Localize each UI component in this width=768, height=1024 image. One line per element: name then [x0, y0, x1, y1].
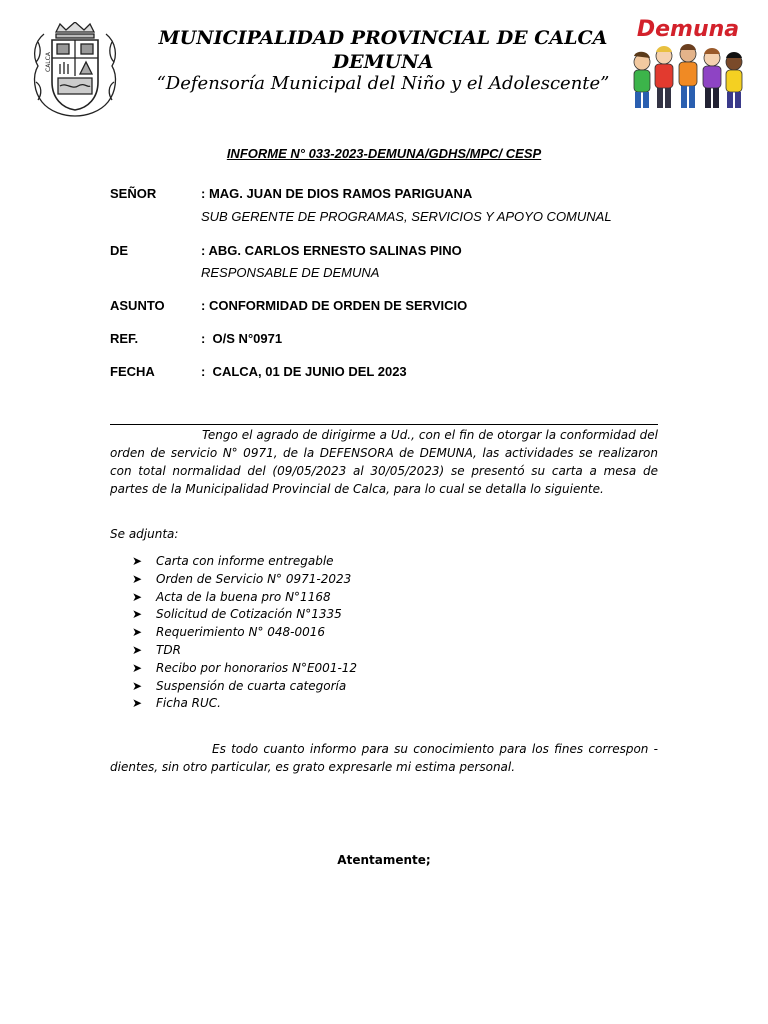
date-value: : CALCA, 01 DE JUNIO DEL 2023: [201, 364, 407, 379]
from-value: : ABG. CARLOS ERNESTO SALINAS PINO: [201, 243, 462, 258]
municipal-crest: [30, 22, 120, 118]
date-label: FECHA: [110, 364, 155, 379]
arrow-bullet-icon: ➤: [132, 554, 143, 568]
list-item: ➤ Solicitud de Cotización N°1335: [132, 606, 357, 624]
office-motto: “Defensoría Municipal del Niño y el Adolescente”: [156, 73, 610, 94]
list-item: ➤ Requerimiento N° 048-0016: [132, 624, 357, 642]
report-number: INFORME N° 033-2023-DEMUNA/GDHS/MPC/ CESP: [226, 146, 542, 161]
list-item: ➤ TDR: [132, 642, 357, 660]
arrow-bullet-icon: ➤: [132, 625, 143, 640]
to-value: : MAG. JUAN DE DIOS RAMOS PARIGUANA: [201, 186, 473, 201]
subject-value: : CONFORMIDAD DE ORDEN DE SERVICIO: [201, 298, 468, 313]
arrow-bullet-icon: ➤: [132, 696, 143, 711]
attachments-list: [132, 553, 357, 713]
attachments-intro: Se adjunta:: [110, 527, 179, 541]
ref-value: : O/S N°0971: [201, 331, 283, 346]
list-item: ➤ Orden de Servicio N° 0971-2023: [132, 571, 357, 589]
list-item: ➤ Carta con informe entregable: [132, 553, 357, 571]
to-label: SEÑOR: [110, 186, 157, 201]
separator-line: [110, 424, 658, 425]
body-paragraph-1: Tengo el agrado de dirigirme a Ud., con el fin de otorgar la conformidad del orden de servicio N° 0971, de la DEFENSORA de DEMUNA, las actividades se realizaron con total normalidad del (09/05/2023 al 30/05/2023) se presentó su carta a mesa de partes de la Municipalidad Provincial de Calca, para lo cual se detalla lo siguiente.: [110, 428, 658, 496]
list-item: ➤ Acta de la buena pro N°1168: [132, 589, 357, 607]
arrow-bullet-icon: ➤: [132, 607, 143, 622]
list-item: ➤ Ficha RUC.: [132, 695, 357, 713]
svg-text:Demuna: Demuna: [636, 17, 740, 42]
closing-salutation: Atentamente;: [337, 853, 431, 867]
from-label: DE: [110, 243, 129, 258]
demuna-logo: [626, 12, 750, 118]
arrow-bullet-icon: ➤: [132, 642, 143, 657]
list-item: ➤ Recibo por honorarios N°E001-12: [132, 660, 357, 678]
office-name: DEMUNA: [332, 51, 434, 73]
arrow-bullet-icon: ➤: [132, 678, 143, 693]
subject-label: ASUNTO: [110, 298, 165, 313]
ref-label: REF.: [110, 331, 139, 346]
arrow-bullet-icon: ➤: [132, 571, 143, 586]
from-role: RESPONSABLE DE DEMUNA: [201, 265, 380, 280]
list-item: ➤ Suspensión de cuarta categoría: [132, 678, 357, 696]
body-paragraph-2: Es todo cuanto informo para su conocimiento para los fines correspon - dientes, sin otro particular, es grato expresarle mi estima personal.: [110, 742, 658, 774]
institution-title: MUNICIPALIDAD PROVINCIAL DE CALCA: [158, 27, 608, 49]
svg-text:CALCA: CALCA: [45, 52, 52, 72]
to-role: SUB GERENTE DE PROGRAMAS, SERVICIOS Y APOYO COMUNAL: [201, 209, 612, 224]
arrow-bullet-icon: ➤: [132, 660, 143, 675]
arrow-bullet-icon: ➤: [132, 589, 143, 604]
